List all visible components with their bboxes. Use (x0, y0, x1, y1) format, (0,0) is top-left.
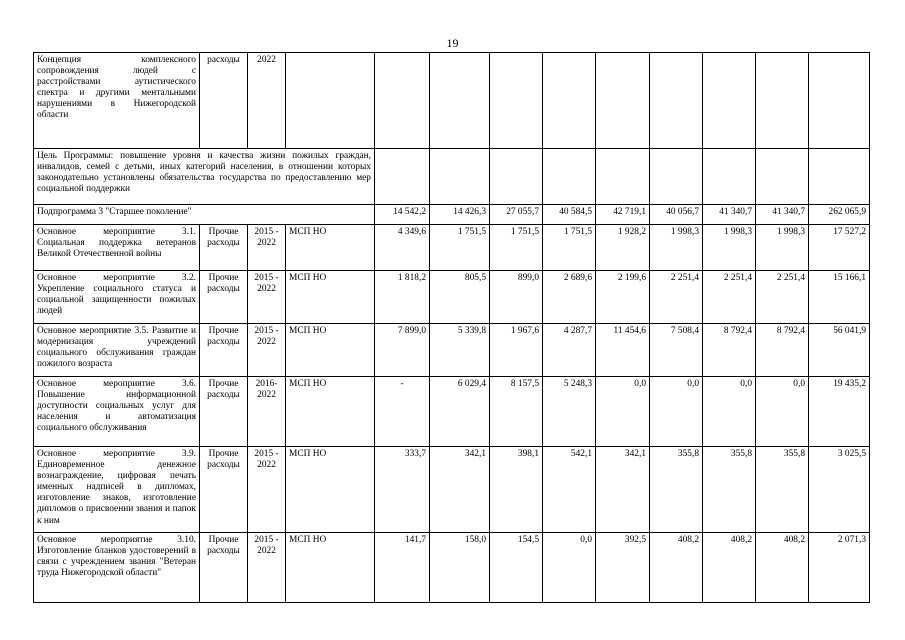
table-row (34, 447, 870, 533)
value-cell: 56 041,9 (809, 324, 870, 377)
expense-type: Прочие расходы (200, 533, 248, 603)
measure-name: Основное мероприятие 3.10. Изготовление бланков удостоверений в связи с учреждением звания "Ветеран труда Нижегородской области" (34, 533, 200, 603)
value-cell: 154,5 (490, 533, 543, 603)
value-cell: 17 527,2 (809, 225, 870, 271)
value-cell: 392,5 (596, 533, 650, 603)
value-cell: 1 751,5 (543, 225, 596, 271)
value-cell (375, 53, 430, 149)
subprogram-row (34, 205, 870, 225)
period: 2015 - 2022 (248, 533, 286, 603)
value-cell: 355,8 (703, 447, 756, 533)
expense-type: Прочие расходы (200, 271, 248, 324)
page-number: 19 (446, 36, 459, 50)
period: 2022 (248, 53, 286, 149)
value-cell: 7 508,4 (650, 324, 703, 377)
expense-type: Прочие расходы (200, 225, 248, 271)
period: 2015 - 2022 (248, 225, 286, 271)
value-cell: 1 818,2 (375, 271, 430, 324)
expense-type: Прочие расходы (200, 377, 248, 447)
value-cell: 8 157,5 (490, 377, 543, 447)
value-cell: 3 025,5 (809, 447, 870, 533)
value-cell (650, 53, 703, 149)
value-cell (809, 149, 870, 205)
table-row (34, 271, 870, 324)
table-row (34, 377, 870, 447)
value-cell: 14 426,3 (430, 205, 490, 225)
period: 2015 - 2022 (248, 324, 286, 377)
expense-type: расходы (200, 53, 248, 149)
period: 2015 - 2022 (248, 271, 286, 324)
value-cell: 40 584,5 (543, 205, 596, 225)
value-cell: 262 065,9 (809, 205, 870, 225)
value-cell: 342,1 (596, 447, 650, 533)
table-row (34, 324, 870, 377)
value-cell: 542,1 (543, 447, 596, 533)
value-cell: 1 928,2 (596, 225, 650, 271)
value-cell: 158,0 (430, 533, 490, 603)
value-cell: 398,1 (490, 447, 543, 533)
value-cell: 2 071,3 (809, 533, 870, 603)
value-cell: 141,7 (375, 533, 430, 603)
goal-text: Цель Программы: повышение уровня и качества жизни пожилых граждан, инвалидов, семей с детьми, иных категорий населения, в отношении которых законодательно установлены обязательства государства по предоставлению мер социальной поддержки (34, 149, 375, 205)
value-cell: 1 998,3 (650, 225, 703, 271)
measure-name: Основное мероприятие 3.1. Социальная поддержка ветеранов Великой Отечественной войны (34, 225, 200, 271)
measure-name: Основное мероприятие 3.2. Укрепление социального статуса и социальной защищенности пожилых людей (34, 271, 200, 324)
value-cell: 0,0 (703, 377, 756, 447)
value-cell: 4 349,6 (375, 225, 430, 271)
value-cell (490, 53, 543, 149)
value-cell: 1 967,6 (490, 324, 543, 377)
value-cell: 6 029,4 (430, 377, 490, 447)
budget-table (33, 52, 870, 603)
value-cell (756, 53, 809, 149)
value-cell: 1 998,3 (756, 225, 809, 271)
executor: МСП НО (286, 533, 375, 603)
value-cell (809, 53, 870, 149)
period: 2016-2022 (248, 377, 286, 447)
value-cell (650, 149, 703, 205)
measure-name: Основное мероприятие 3.6. Повышение информационной доступности социальных услуг для населения и автоматизация социального обслуживания (34, 377, 200, 447)
value-cell: 8 792,4 (756, 324, 809, 377)
measure-name: Основное мероприятие 3.5. Развитие и модернизация учреждений социального обслуживания граждан пожилого возраста (34, 324, 200, 377)
value-cell: 355,8 (756, 447, 809, 533)
value-cell: 5 248,3 (543, 377, 596, 447)
value-cell: 5 339,8 (430, 324, 490, 377)
value-cell: 42 719,1 (596, 205, 650, 225)
value-cell (430, 53, 490, 149)
value-cell: 805,5 (430, 271, 490, 324)
table-row (34, 225, 870, 271)
value-cell: 8 792,4 (703, 324, 756, 377)
value-cell: 333,7 (375, 447, 430, 533)
value-cell: 899,0 (490, 271, 543, 324)
executor (286, 53, 375, 149)
value-cell: 15 166,1 (809, 271, 870, 324)
value-cell: 2 689,6 (543, 271, 596, 324)
value-cell (596, 149, 650, 205)
value-cell: 11 454,6 (596, 324, 650, 377)
value-cell (703, 53, 756, 149)
value-cell (703, 149, 756, 205)
value-cell: 408,2 (650, 533, 703, 603)
value-cell (430, 149, 490, 205)
subprogram-title: Подпрограмма 3 "Старшее поколение" (34, 205, 375, 225)
expense-type: Прочие расходы (200, 447, 248, 533)
value-cell: 40 056,7 (650, 205, 703, 225)
value-cell: 4 287,7 (543, 324, 596, 377)
value-cell: 0,0 (596, 377, 650, 447)
value-cell: 0,0 (756, 377, 809, 447)
executor: МСП НО (286, 377, 375, 447)
executor: МСП НО (286, 271, 375, 324)
table-row (34, 533, 870, 603)
value-cell (543, 149, 596, 205)
executor: МСП НО (286, 225, 375, 271)
value-cell: 0,0 (650, 377, 703, 447)
goal-row (34, 149, 870, 205)
value-cell: 41 340,7 (703, 205, 756, 225)
value-cell: 19 435,2 (809, 377, 870, 447)
value-cell: 2 251,4 (703, 271, 756, 324)
executor: МСП НО (286, 447, 375, 533)
expense-type: Прочие расходы (200, 324, 248, 377)
value-cell: 14 542,2 (375, 205, 430, 225)
value-cell: 0,0 (543, 533, 596, 603)
value-cell: 7 899,0 (375, 324, 430, 377)
value-cell (596, 53, 650, 149)
value-cell: 41 340,7 (756, 205, 809, 225)
value-cell: 2 199,6 (596, 271, 650, 324)
value-cell: 355,8 (650, 447, 703, 533)
value-cell: 27 055,7 (490, 205, 543, 225)
value-cell: 342,1 (430, 447, 490, 533)
table-row (34, 53, 870, 149)
value-cell (490, 149, 543, 205)
measure-name: Основное мероприятие 3.9. Единовременное денежное вознаграждение, цифровая печать именных надписей в дипломах, изготовление знаков, изготовление дипломов о присвоении звания и папок к ним (34, 447, 200, 533)
value-cell (543, 53, 596, 149)
value-cell: 408,2 (703, 533, 756, 603)
value-cell: 2 251,4 (756, 271, 809, 324)
period: 2015 - 2022 (248, 447, 286, 533)
value-cell: 2 251,4 (650, 271, 703, 324)
value-cell: 1 751,5 (490, 225, 543, 271)
value-cell: - (375, 377, 430, 447)
value-cell: 408,2 (756, 533, 809, 603)
value-cell: 1 998,3 (703, 225, 756, 271)
value-cell: 1 751,5 (430, 225, 490, 271)
value-cell (375, 149, 430, 205)
value-cell (756, 149, 809, 205)
executor: МСП НО (286, 324, 375, 377)
measure-name: Концепция комплексного сопровождения людей с расстройствами аутистического спектра и другими ментальными нарушениями в Нижегородской области (34, 53, 200, 149)
